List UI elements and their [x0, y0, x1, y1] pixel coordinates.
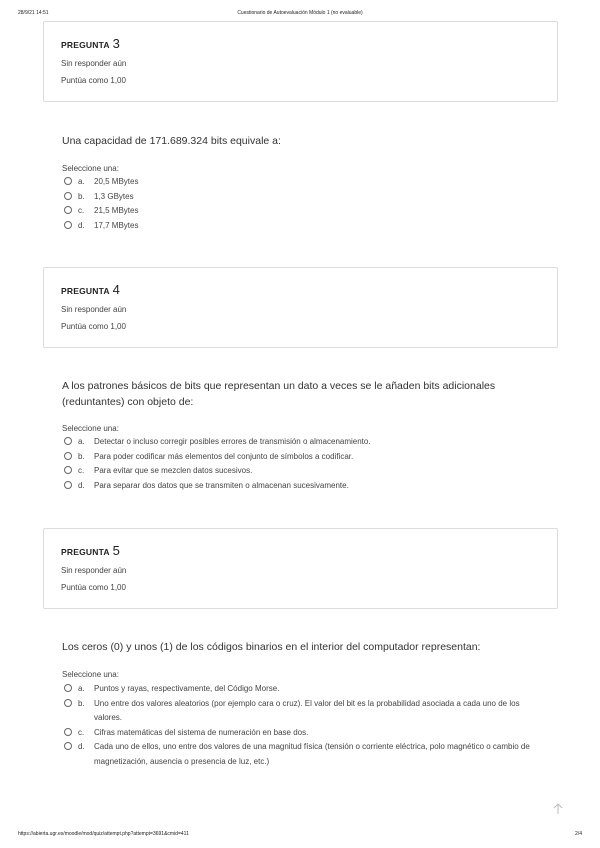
answer-option[interactable]	[64, 204, 544, 219]
answer-option[interactable]	[64, 435, 544, 450]
question-number: 4	[112, 282, 121, 297]
question-grade: Puntúa como 1,00	[61, 583, 126, 592]
answer-text: Cifras matemáticas del sistema de numeración en base dos.	[94, 727, 309, 737]
radio-button[interactable]	[64, 481, 72, 489]
answer-option[interactable]	[64, 726, 544, 741]
print-datetime: 28/9/21 14:51	[18, 10, 49, 16]
question-label: PREGUNTA	[61, 40, 110, 50]
answer-option[interactable]	[64, 464, 544, 479]
radio-button[interactable]	[64, 466, 72, 474]
answer-option[interactable]	[64, 479, 544, 494]
question-grade: Puntúa como 1,00	[61, 322, 126, 331]
answer-prompt: Seleccione una:	[62, 670, 119, 679]
radio-button[interactable]	[64, 221, 72, 229]
answer-letter: a.	[78, 177, 85, 186]
answer-option[interactable]	[64, 697, 544, 726]
answer-text: 20,5 MBytes	[94, 177, 139, 186]
answer-letter: a.	[78, 437, 85, 446]
answer-letter: b.	[78, 451, 85, 461]
print-page-number: 2/4	[575, 831, 582, 837]
question-number: 5	[112, 543, 121, 558]
print-header	[18, 10, 582, 16]
radio-button[interactable]	[64, 192, 72, 200]
answer-option[interactable]	[64, 175, 544, 190]
answer-letter: a.	[78, 684, 85, 693]
answer-option[interactable]	[64, 190, 544, 205]
answer-prompt: Seleccione una:	[62, 164, 119, 173]
radio-button[interactable]	[64, 742, 72, 750]
radio-button[interactable]	[64, 452, 72, 460]
question-text: Los ceros (0) y unos (1) de los códigos binarios en el interior del computador representan:	[62, 641, 481, 653]
answer-text: Para poder codificar más elementos del conjunto de símbolos a codificar.	[94, 451, 354, 461]
answer-text: Uno entre dos valores aleatorios (por ejemplo cara o cruz). El valor del bit es la probabilidad asociada a cada uno de los valores.	[94, 698, 520, 722]
answer-letter: b.	[78, 698, 85, 708]
answer-letter: c.	[78, 727, 85, 737]
question-info-5	[43, 528, 558, 609]
question-grade: Puntúa como 1,00	[61, 76, 126, 85]
answer-list	[64, 175, 544, 233]
answer-letter: c.	[78, 206, 85, 215]
answer-text: Detectar o incluso corregir posibles errores de transmisión o almacenamiento.	[94, 437, 371, 446]
question-number: 3	[112, 36, 121, 51]
print-footer	[18, 831, 582, 837]
print-title: Cuestionario de Autoevaluación Módulo 1 (no evaluable)	[237, 10, 363, 16]
radio-button[interactable]	[64, 684, 72, 692]
answer-text: 21,5 MBytes	[94, 206, 139, 215]
answer-text: Cada uno de ellos, uno entre dos valores de una magnitud física (tensión o corriente eléctrica, polo magnético o cambio de magnetización, ausencia o presencia de luz, etc.)	[94, 742, 530, 766]
radio-button[interactable]	[64, 437, 72, 445]
answer-option[interactable]	[64, 740, 544, 769]
answer-letter: c.	[78, 466, 85, 475]
question-text: Una capacidad de 171.689.324 bits equivale a:	[62, 135, 281, 147]
answer-text: Puntos y rayas, respectivamente, del Código Morse.	[94, 684, 280, 693]
answer-option[interactable]	[64, 682, 544, 697]
answer-letter: d.	[78, 480, 85, 490]
question-text: A los patrones básicos de bits que representan un dato a veces se le añaden bits adicionales (reduntantes) con objeto de:	[62, 380, 496, 408]
answer-letter: d.	[78, 742, 85, 751]
radio-button[interactable]	[64, 699, 72, 707]
question-state: Sin responder aún	[61, 305, 127, 314]
arrow-up-icon-svg	[553, 803, 563, 815]
question-label: PREGUNTA	[61, 286, 110, 296]
answer-text: 1,3 GBytes	[94, 191, 134, 201]
question-label: PREGUNTA	[61, 547, 110, 557]
question-info-3	[43, 21, 558, 102]
answer-list	[64, 682, 544, 769]
answer-letter: b.	[78, 191, 85, 201]
answer-prompt: Seleccione una:	[62, 424, 119, 433]
question-state: Sin responder aún	[61, 59, 127, 68]
arrow-up-icon[interactable]	[551, 802, 565, 816]
radio-button[interactable]	[64, 728, 72, 736]
radio-button[interactable]	[64, 206, 72, 214]
answer-list	[64, 435, 544, 493]
answer-letter: d.	[78, 220, 85, 230]
answer-text: Para evitar que se mezclen datos sucesivos.	[94, 466, 253, 475]
answer-option[interactable]	[64, 450, 544, 465]
answer-text: Para separar dos datos que se transmiten o almacenan sucesivamente.	[94, 480, 349, 490]
answer-option[interactable]	[64, 219, 544, 234]
print-url: https://abierta.ugr.es/moodle/mod/quiz/attempt.php?attempt=3691&cmid=411	[18, 831, 189, 837]
question-info-4	[43, 267, 558, 348]
question-state: Sin responder aún	[61, 566, 127, 575]
answer-text: 17,7 MBytes	[94, 220, 139, 230]
radio-button[interactable]	[64, 177, 72, 185]
